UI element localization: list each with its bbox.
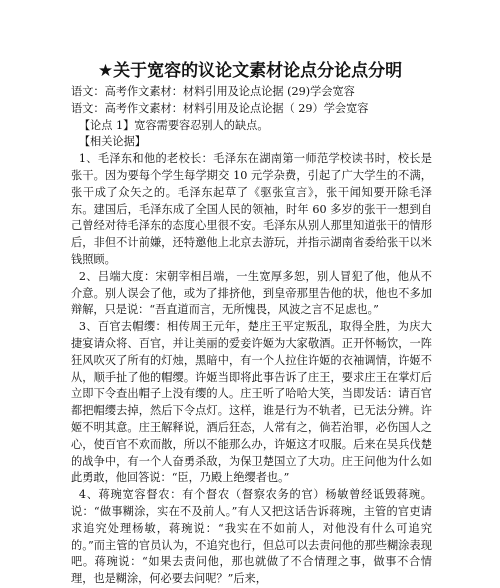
section-label: 【相关论据】 (78, 135, 146, 149)
body-paragraph: 1、毛泽东和他的老校长：毛泽东在湖南第一师范学校读书时，校长是张干。因为要每个学生每学期交 10 元学杂费，引起了广大学生的不满，张干成了众矢之的。毛泽东起草了《驱张宣言》，张干闻知要开除毛泽东。建国后，毛泽东成了全国人民的领袖，时年 60 多岁的张干一想到自己曾经对待毛泽东的态度心里很不安。毛泽东从别人那里知道张干的情形后，非但不计前嫌，还特邀他上北京去游玩，并指示湖南省委给张干以米钱照顾。 (71, 152, 432, 266)
meta-line: 语文：高考作文素材：材料引用及论点论据 (29)学会宽容 (71, 85, 355, 98)
body-paragraph: 3、百官去帽缨：相传周王元年，楚庄王平定叛乱，取得全胜，为庆大捷宴请众将、百官，并让美丽的爱妾许姬为大家敬酒。正开怀畅饮，一阵狂风吹灭了所有的灯烛，黑暗中，有一个人拉住许姬的衣袖调情，许姬不从，顺手扯了他的帽缨。许姬当即将此事告诉了庄王，要求庄王在掌灯后立即下令查出帽子上没有缨的人。庄王听了哈哈大笑，当即发话：请百官都把帽缨去掉，然后下令点灯。这样，谁是行为不轨者，已无法分辨。许姬不明其意。庄王解释说，酒后狂态，人常有之，倘若治罪，必伤国人之心，使百官不欢而散，所以不能那么办，许姬这才叹服。后来在吴兵伐楚的战争中，有一个人奋勇杀敌，为保卫楚国立了大功。庄王问他为什么如此勇敢，他回答说：“臣，乃殿上绝缨者也。” (71, 320, 432, 485)
body-paragraph: 2、吕端大度：宋朝宰相吕端，一生宽厚多恕，别人冒犯了他，他从不介意。别人误会了他，或为了排挤他，到皇帝那里告他的状，他也不多加辩解，只是说：“吾直道而言，无所愧畏，风波之言不足虑也。” (71, 269, 432, 317)
thesis-line: 【论点 1】宽容需要容忍别人的缺点。 (78, 118, 269, 132)
body-paragraph: 4、蒋琬宽容督农：有个督农（督察农务的官）杨敏曾经诋毁蒋琬。说：“做事糊涂，实在不及前人。”有人又把这话告诉蒋琬，主管的官吏请求追究处理杨敏，蒋琬说：“我实在不如前人，对他没有什么可追究的。”而主管的官员认为，不追究也行，但总可以去责问他的那些糊涂表现吧。蒋琬说：“如果去责问他，那也就做了不合情理之事，做事不合情理，也是糊涂，何必要去问呢？”后来， (71, 488, 432, 586)
meta-line: 语文：高考作文素材：材料引用及论点论据（ 29）学会宽容 (71, 101, 369, 115)
document-body (71, 84, 432, 588)
document-title: ★关于宽容的议论文素材论点分论点分明 (97, 61, 403, 81)
